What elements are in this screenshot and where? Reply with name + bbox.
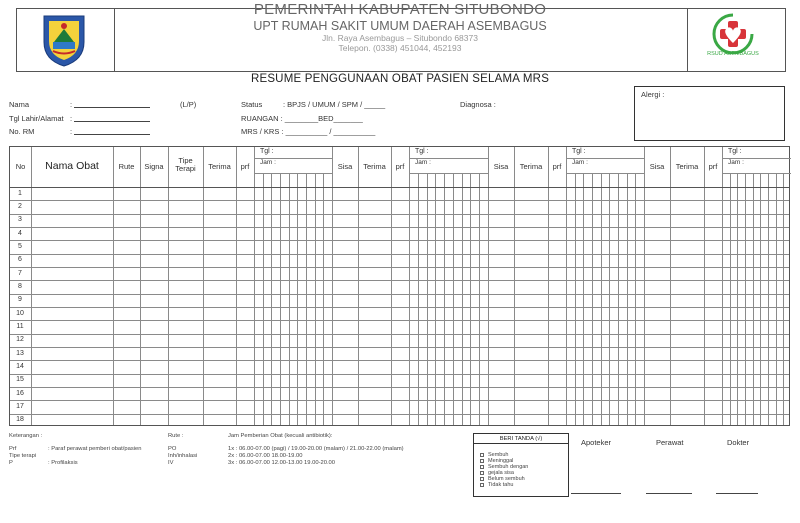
row-number: 12 [16, 336, 24, 344]
row-number: 8 [18, 283, 22, 290]
col-tipe-terapi: Tipe Terapi [175, 156, 196, 173]
apoteker-signature-line[interactable] [571, 493, 621, 494]
p-desc: : Profilaksis [48, 460, 78, 466]
row-number: 11 [16, 323, 24, 330]
rute-inh: Inh/inhalasi [168, 453, 198, 459]
row-number: 18 [16, 416, 24, 424]
col-terima: Terima [208, 162, 231, 171]
row-number: 7 [18, 269, 22, 277]
tgl-rule [566, 158, 644, 159]
grid-col-line [514, 147, 515, 425]
grid-row-line [10, 200, 789, 201]
tgl-label: Tgl : [572, 148, 586, 155]
dokter-label: Dokter [727, 438, 750, 447]
grid-col-line [168, 147, 169, 425]
grid-col-line [722, 147, 723, 425]
col-prf: prf [708, 162, 718, 171]
medication-table [9, 146, 790, 426]
rute-iv: IV [168, 460, 174, 466]
perawat-signature-line[interactable] [646, 493, 692, 494]
option-label: Tidak tahu [488, 482, 514, 488]
tgl-label: Tgl : [260, 148, 274, 155]
rute-po: PO [168, 446, 177, 452]
prf-label: Prf [9, 446, 17, 452]
row-number: 14 [16, 363, 24, 370]
letterhead-divider-left [114, 9, 115, 71]
col-nama-obat: Nama Obat [45, 160, 99, 172]
jam-rule [722, 173, 791, 174]
row-number: 6 [18, 256, 22, 264]
checkbox-icon[interactable] [480, 465, 484, 469]
row-number: 9 [18, 296, 22, 304]
jam-1x: 1x : 06.00-07.00 (pagi) / 19.00-20.00 (malam) / 21.00-22.00 (malam) [228, 446, 404, 452]
jam-rule [566, 173, 644, 174]
prf-desc: : Paraf perawat pemberi obat/pasien [48, 446, 142, 452]
grid-row-line [10, 267, 789, 268]
colon-tgl: : [70, 114, 73, 123]
jam-rule [409, 173, 488, 174]
regency-crest-logo [40, 12, 88, 68]
jam-3x: 3x : 06.00-07.00 12.00-13.00 19.00-20.00 [228, 460, 336, 466]
grid-col-line [140, 147, 141, 425]
field-nama[interactable] [74, 107, 150, 108]
letterhead-hospital: UPT RUMAH SAKIT UMUM DAERAH ASEMBAGUS [253, 19, 547, 33]
tgl-rule [722, 158, 791, 159]
letterhead-address: Jln. Raya Asembagus – Situbondo 68373 [322, 33, 478, 43]
col-sisa: Sisa [337, 162, 353, 171]
grid-col-line [236, 147, 237, 425]
rsud-cross-logo [708, 12, 758, 54]
tgl-label: Tgl : [728, 148, 742, 155]
grid-col-line [409, 147, 410, 425]
col-prf: prf [395, 162, 405, 171]
jam-label: Jam : [572, 159, 588, 166]
grid-col-line [548, 147, 549, 425]
letterhead-divider-right [687, 9, 688, 71]
col-terima: Terima [363, 162, 386, 171]
checkbox-icon[interactable] [480, 453, 484, 457]
grid-row-line [10, 294, 789, 295]
grid-row-line [10, 387, 789, 388]
col-prf: prf [240, 162, 250, 171]
row-number: 17 [16, 403, 24, 410]
beri-tanda-option[interactable] [480, 482, 513, 488]
jam-rule [254, 173, 332, 174]
row-number: 16 [16, 389, 24, 397]
label-diagnosa: Diagnosa : [460, 100, 496, 109]
col-signa: Signa [144, 162, 164, 171]
grid-col-line [31, 147, 32, 425]
col-sisa: Sisa [649, 162, 665, 171]
grid-col-line [644, 147, 645, 425]
col-terima: Terima [519, 162, 543, 171]
tgl-label: Tgl : [415, 148, 429, 155]
label-lp: (L/P) [180, 100, 197, 109]
beri-tanda-title: BERI TANDA (√) [499, 436, 543, 442]
grid-col-line [670, 147, 671, 425]
p-label: P [9, 460, 13, 466]
checkbox-icon[interactable] [480, 471, 484, 475]
col-no: No [15, 162, 26, 171]
label-tgl-lahir: Tgl Lahir/Alamat [9, 114, 64, 123]
perawat-label: Perawat [656, 438, 684, 447]
row-number: 4 [18, 229, 22, 237]
label-nama: Nama [9, 100, 30, 109]
option-label: Sembuh dengan [488, 464, 529, 470]
row-number: 1 [18, 189, 22, 197]
jam-pemberian-title: Jam Pemberian Obat (kecuali antibiotik): [228, 433, 333, 439]
option-label: Meninggal [488, 458, 514, 464]
row-number: 5 [18, 243, 22, 250]
allergy-box[interactable] [634, 86, 785, 141]
grid-row-line [10, 374, 789, 375]
jam-label: Jam : [260, 159, 276, 166]
dokter-signature-line[interactable] [716, 493, 758, 494]
option-label: Belum sembuh [488, 476, 525, 482]
grid-row-line [10, 347, 789, 348]
grid-row-line [10, 227, 789, 228]
grid-row-line [10, 400, 789, 401]
grid-row-line [10, 280, 789, 281]
label-status: Status [241, 100, 263, 109]
apoteker-label: Apoteker [581, 438, 612, 447]
beri-tanda-rule [474, 443, 568, 444]
rute-legend-label: Rute : [168, 433, 184, 439]
row-number: 10 [16, 309, 24, 317]
keterangan-label: Keterangan : [9, 433, 43, 439]
label-mrs-krs[interactable]: MRS / KRS : __________ / __________ [241, 127, 376, 136]
grid-header-rule [10, 187, 789, 188]
grid-col-line [358, 147, 359, 425]
grid-row-line [10, 320, 789, 321]
checkbox-icon[interactable] [480, 483, 484, 487]
tgl-rule [254, 158, 332, 159]
grid-col-line [488, 147, 489, 425]
grid-col-line [203, 147, 204, 425]
grid-col-line [391, 147, 392, 425]
grid-row-line [10, 360, 789, 361]
beri-tanda-box [473, 433, 569, 497]
option-label: Sembuh [488, 452, 509, 458]
tgl-rule [409, 158, 488, 159]
row-number: 15 [16, 376, 24, 384]
status-options[interactable]: : BPJS / UMUM / SPM / _____ [283, 100, 386, 109]
checkbox-icon[interactable] [480, 477, 484, 481]
grid-col-line [254, 147, 255, 425]
grid-col-line [113, 147, 114, 425]
label-ruangan[interactable]: RUANGAN : ________BED_______ [241, 114, 363, 123]
letterhead-phone: Telepon. (0338) 451044, 452193 [338, 43, 462, 53]
grid-row-line [10, 214, 789, 215]
jam-label: Jam : [728, 159, 744, 166]
field-tgl-lahir[interactable] [74, 121, 150, 122]
colon-rm: : [70, 127, 73, 136]
colon-nama: : [70, 100, 73, 109]
grid-col-line [704, 147, 705, 425]
grid-row-line [10, 307, 789, 308]
grid-row-line [10, 334, 789, 335]
grid-row-line [10, 414, 789, 415]
checkbox-icon[interactable] [480, 459, 484, 463]
row-number: 3 [18, 216, 22, 224]
col-rute: Rute [118, 162, 135, 171]
document-title: RESUME PENGGUNAAN OBAT PASIEN SELAMA MRS [250, 73, 550, 85]
rsud-logo-text: RSUD ASEMBAGUS [707, 51, 759, 57]
col-terima: Terima [675, 162, 699, 171]
letterhead-government: PEMERINTAH KABUPATEN SITUBONDO [253, 1, 547, 18]
col-prf: prf [552, 162, 562, 171]
grid-col-line [566, 147, 567, 425]
jam-2x: 2x : 06.00-07.00 18.00-19.00 [228, 453, 303, 459]
option-label: gejala sisa [488, 470, 514, 476]
label-no-rm: No. RM [9, 127, 35, 136]
tipe-terapi-label: Tipe terapi [9, 453, 37, 459]
grid-col-line [332, 147, 333, 425]
label-alergi: Alergi : [641, 90, 665, 99]
jam-label: Jam : [415, 159, 431, 166]
grid-row-line [10, 254, 789, 255]
col-sisa: Sisa [493, 162, 509, 171]
field-no-rm[interactable] [74, 134, 150, 135]
row-number: 13 [16, 349, 24, 357]
row-number: 2 [18, 203, 22, 210]
grid-row-line [10, 240, 789, 241]
